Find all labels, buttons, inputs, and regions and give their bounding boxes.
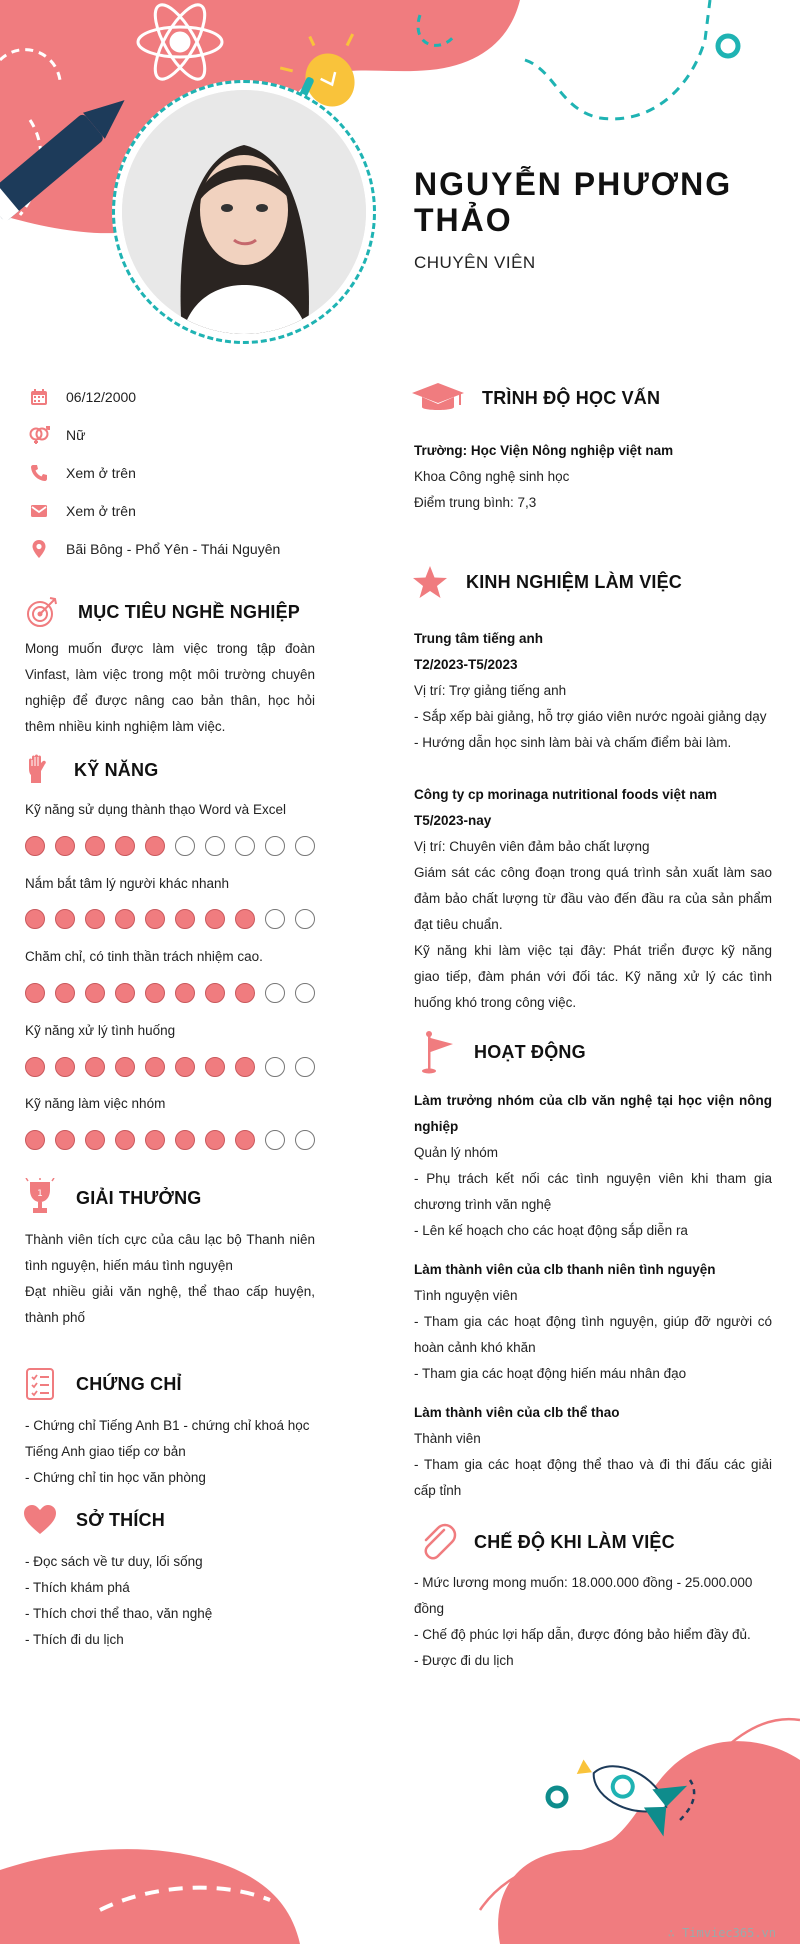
graduation-cap-icon bbox=[410, 378, 466, 418]
rating-dot-filled bbox=[55, 1057, 75, 1077]
rating-dot-empty bbox=[235, 836, 255, 856]
rating-dot-filled bbox=[235, 909, 255, 929]
trophy-icon bbox=[20, 1178, 60, 1218]
checklist-icon bbox=[20, 1364, 60, 1404]
profile-photo bbox=[122, 90, 366, 334]
experience-heading: KINH NGHIỆM LÀM VIỆC bbox=[410, 562, 682, 602]
rating-dot-empty bbox=[295, 836, 315, 856]
rating-dot-filled bbox=[55, 1130, 75, 1150]
rating-dot-filled bbox=[175, 1057, 195, 1077]
experience-job-1: Trung tâm tiếng anh T2/2023-T5/2023 Vị trí: Trợ giảng tiếng anh - Sắp xếp bài giảng, hỗ trợ giáo viên nước ngoài giảng dạy - Hướng dẫn học sinh làm bài và chấm điểm bài làm. bbox=[414, 631, 767, 750]
paperclip-icon bbox=[418, 1522, 458, 1562]
activity-3: Làm thành viên của clb thể thao Thành viên - Tham gia các hoạt động thể thao và đi thi đấu các giải cấp tỉnh bbox=[414, 1405, 772, 1498]
candidate-name: NGUYỄN PHƯƠNG THẢO bbox=[414, 166, 733, 238]
rating-dot-filled bbox=[205, 983, 225, 1003]
benefits-heading: CHẾ ĐỘ KHI LÀM VIỆC bbox=[418, 1522, 675, 1562]
education-heading: TRÌNH ĐỘ HỌC VẤN bbox=[410, 378, 660, 418]
objective-heading: MỤC TIÊU NGHỀ NGHIỆP bbox=[22, 592, 300, 632]
skill-rating bbox=[25, 983, 325, 1003]
education-text: Trường: Học Viện Nông nghiệp việt nam Khoa Công nghệ sinh học Điểm trung bình: 7,3 bbox=[414, 443, 674, 510]
rating-dot-empty bbox=[265, 1130, 285, 1150]
rating-dot-filled bbox=[55, 909, 75, 929]
info-gender: Nữ bbox=[28, 424, 85, 446]
awards-heading: 1 GIẢI THƯỞNG bbox=[20, 1178, 201, 1218]
rating-dot-filled bbox=[145, 836, 165, 856]
rating-dot-filled bbox=[25, 1130, 45, 1150]
hobbies-text: - Đọc sách về tư duy, lối sống - Thích khám phá - Thích chơi thể thao, văn nghệ - Thích đi du lịch bbox=[25, 1554, 213, 1647]
calendar-icon bbox=[28, 386, 50, 408]
gender-icon bbox=[28, 424, 50, 446]
footer-decoration bbox=[0, 1700, 800, 1944]
rating-dot-filled bbox=[145, 909, 165, 929]
rating-dot-empty bbox=[265, 909, 285, 929]
rating-dot-filled bbox=[175, 983, 195, 1003]
skill-name: Nắm bắt tâm lý người khác nhanh bbox=[25, 876, 229, 891]
rating-dot-filled bbox=[115, 836, 135, 856]
skill-rating bbox=[25, 1130, 325, 1150]
rating-dot-filled bbox=[115, 1130, 135, 1150]
rating-dot-filled bbox=[175, 1130, 195, 1150]
rating-dot-filled bbox=[235, 1130, 255, 1150]
skill-name: Kỹ năng làm việc nhóm bbox=[25, 1096, 166, 1111]
rating-dot-filled bbox=[205, 1130, 225, 1150]
profile-photo-frame bbox=[112, 80, 376, 344]
rating-dot-filled bbox=[145, 1130, 165, 1150]
rating-dot-filled bbox=[235, 1057, 255, 1077]
envelope-icon bbox=[28, 500, 50, 522]
skill-name: Kỹ năng xử lý tình huống bbox=[25, 1023, 176, 1038]
rating-dot-filled bbox=[205, 1057, 225, 1077]
rating-dot-filled bbox=[25, 1057, 45, 1077]
rating-dot-empty bbox=[295, 1130, 315, 1150]
info-email: Xem ở trên bbox=[28, 500, 136, 522]
location-pin-icon bbox=[28, 538, 50, 560]
certificates-text: - Chứng chỉ Tiếng Anh B1 - chứng chỉ khoá học Tiếng Anh giao tiếp cơ bản - Chứng chỉ tin học văn phòng bbox=[25, 1418, 310, 1485]
star-icon bbox=[410, 562, 450, 602]
flag-icon bbox=[418, 1032, 458, 1072]
experience-job-2: Công ty cp morinaga nutritional foods việt nam T5/2023-nay Vị trí: Chuyên viên đảm bảo chất lượng Giám sát các công đoạn trong quá trình sản xuất làm sao đảm bảo chất lượng từ đầu vào đến đầu ra của sản phẩm đạt tiêu chuẩn. Kỹ năng khi làm việc tại đây: Phát triển được kỹ năng giao tiếp, đàm phán với đối tác. Kỹ năng xử lý các tình huống khó trong công việc. bbox=[414, 787, 772, 1010]
rating-dot-filled bbox=[85, 909, 105, 929]
raised-fist-icon bbox=[18, 750, 58, 790]
rating-dot-empty bbox=[265, 836, 285, 856]
watermark: ∴ Timviec365.vn bbox=[667, 1926, 776, 1940]
info-phone: Xem ở trên bbox=[28, 462, 136, 484]
rating-dot-filled bbox=[115, 983, 135, 1003]
skill-name: Chăm chỉ, có tinh thần trách nhiệm cao. bbox=[25, 949, 263, 964]
certificates-heading: CHỨNG CHỈ bbox=[20, 1364, 182, 1404]
rating-dot-filled bbox=[25, 983, 45, 1003]
hobbies-heading: SỞ THÍCH bbox=[20, 1500, 165, 1540]
skill-rating bbox=[25, 909, 325, 929]
rating-dot-filled bbox=[145, 1057, 165, 1077]
rating-dot-empty bbox=[205, 836, 225, 856]
activity-2: Làm thành viên của clb thanh niên tình nguyện Tình nguyện viên - Tham gia các hoạt động tình nguyện, giúp đỡ người có hoàn cảnh khó khăn - Tham gia các hoạt động hiến máu nhân đạo bbox=[414, 1262, 772, 1381]
heart-icon bbox=[20, 1500, 60, 1540]
rating-dot-filled bbox=[115, 1057, 135, 1077]
rating-dot-filled bbox=[25, 836, 45, 856]
skill-rating bbox=[25, 836, 325, 856]
objective-text: Mong muốn được làm việc trong tập đoàn Vinfast, làm việc trong một môi trường chuyên nghiệp để được nâng cao bản thân, học hỏi thêm nhiều kinh nghiệm làm việc. bbox=[25, 641, 315, 734]
rating-dot-empty bbox=[265, 983, 285, 1003]
rating-dot-empty bbox=[265, 1057, 285, 1077]
rating-dot-empty bbox=[295, 1057, 315, 1077]
info-dob: 06/12/2000 bbox=[28, 386, 136, 408]
rating-dot-filled bbox=[205, 909, 225, 929]
rating-dot-filled bbox=[145, 983, 165, 1003]
rating-dot-filled bbox=[115, 909, 135, 929]
rating-dot-empty bbox=[175, 836, 195, 856]
rating-dot-filled bbox=[25, 909, 45, 929]
job-title: CHUYÊN VIÊN bbox=[414, 253, 536, 272]
rating-dot-empty bbox=[295, 909, 315, 929]
svg-text:1: 1 bbox=[37, 1189, 43, 1199]
rating-dot-filled bbox=[175, 909, 195, 929]
skill-rating bbox=[25, 1057, 325, 1077]
target-icon bbox=[22, 592, 62, 632]
awards-text: Thành viên tích cực của câu lạc bộ Thanh niên tình nguyện, hiến máu tình nguyện Đạt nhiều giải văn nghệ, thể thao cấp huyện, thành phố bbox=[25, 1232, 315, 1325]
rating-dot-filled bbox=[55, 983, 75, 1003]
skill-name: Kỹ năng sử dụng thành thạo Word và Excel bbox=[25, 802, 286, 817]
rating-dot-filled bbox=[85, 1130, 105, 1150]
rating-dot-empty bbox=[295, 983, 315, 1003]
info-address: Bãi Bông - Phổ Yên - Thái Nguyên bbox=[28, 538, 280, 560]
phone-icon bbox=[28, 462, 50, 484]
rating-dot-filled bbox=[85, 1057, 105, 1077]
rating-dot-filled bbox=[85, 836, 105, 856]
benefits-text: - Mức lương mong muốn: 18.000.000 đồng - 25.000.000 đồng - Chế độ phúc lợi hấp dẫn, được đóng bảo hiểm đầy đủ. - Được đi du lịch bbox=[414, 1575, 753, 1668]
activity-1: Làm trưởng nhóm của clb văn nghệ tại học viện nông nghiệp Quản lý nhóm - Phụ trách kết nối các tình nguyện viên khi tham gia chương trình văn nghệ - Lên kế hoạch cho các hoạt động sắp diễn ra bbox=[414, 1093, 772, 1238]
rating-dot-filled bbox=[85, 983, 105, 1003]
rating-dot-filled bbox=[55, 836, 75, 856]
skills-heading: KỸ NĂNG bbox=[18, 750, 158, 790]
rating-dot-filled bbox=[235, 983, 255, 1003]
activities-heading: HOẠT ĐỘNG bbox=[418, 1032, 586, 1072]
